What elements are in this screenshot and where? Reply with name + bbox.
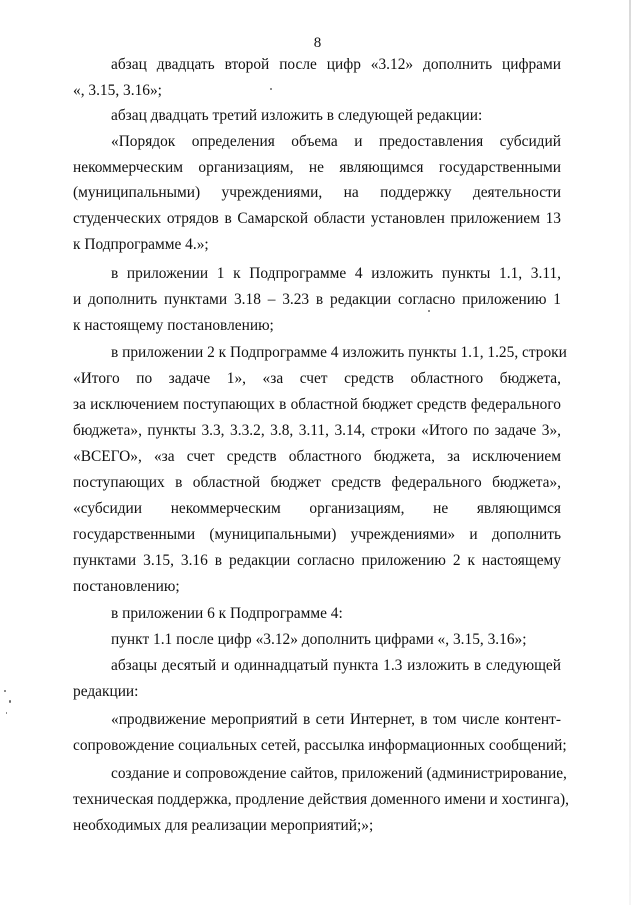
text-line: «, 3.15, 3.16»; [73, 82, 162, 99]
text-line: абзацы десятый и одиннадцатый пункта 1.3 изложить в следующей [111, 657, 561, 674]
text-line: и дополнить пунктами 3.18 – 3.23 в редакции согласно приложению 1 [73, 291, 561, 308]
scan-speck [270, 88, 272, 90]
text-line: сопровождение социальных сетей, рассылка информационных сообщений; [73, 737, 567, 754]
scan-speck [4, 690, 6, 692]
text-line: постановлению; [73, 578, 180, 595]
text-line: в приложении 6 к Подпрограмме 4: [111, 605, 343, 622]
text-line: «субсидии некоммерческим организациям, не являющимся [73, 500, 561, 517]
text-line: к настоящему постановлению; [73, 317, 274, 334]
text-line: «продвижение мероприятий в сети Интернет, в том числе контент- [111, 711, 561, 728]
text-line: «Порядок определения объема и предоставления субсидий [111, 133, 561, 150]
text-line: к Подпрограмме 4.»; [73, 236, 209, 253]
text-line: в приложении 1 к Подпрограмме 4 изложить пункты 1.1, 3.11, [111, 265, 561, 282]
text-line: в приложении 2 к Подпрограмме 4 изложить пункты 1.1, 1.25, строки [111, 344, 567, 361]
text-line: бюджета», пункты 3.3, 3.3.2, 3.8, 3.11, 3.14, строки «Итого по задаче 3», [73, 422, 561, 439]
text-line: пунктами 3.15, 3.16 в редакции согласно приложению 2 к настоящему [73, 552, 561, 569]
text-line: создание и сопровождение сайтов, приложений (администрирование, [111, 765, 567, 782]
text-line: редакции: [73, 683, 139, 700]
text-line: студенческих отрядов в Самарской области установлен приложением 13 [73, 210, 561, 227]
scan-speck [9, 700, 11, 703]
text-line: поступающих в областной бюджет средств федерального бюджета», [73, 474, 561, 491]
scan-edge-shadow [629, 0, 631, 905]
text-line: за исключением поступающих в областной бюджет средств федерального [73, 396, 561, 413]
text-line: техническая поддержка, продление действия доменного имени и хостинга), [73, 791, 569, 808]
scan-speck [6, 712, 7, 714]
text-line: государственными (муниципальными) учреждениями» и дополнить [73, 526, 561, 543]
text-line: необходимых для реализации мероприятий;»; [73, 817, 374, 834]
text-line: (муниципальными) учреждениями, на поддержку деятельности [73, 184, 561, 201]
text-line: абзац двадцать третий изложить в следующей редакции: [111, 107, 483, 124]
text-line: некоммерческим организациям, не являющимся государственными [73, 159, 561, 176]
scan-speck [428, 310, 430, 312]
text-line: «Итого по задаче 1», «за счет средств областного бюджета, [73, 370, 561, 387]
text-line: «ВСЕГО», «за счет средств областного бюджета, за исключением [73, 448, 561, 465]
page-number: 8 [313, 35, 322, 51]
text-line: абзац двадцать второй после цифр «3.12» дополнить цифрами [111, 56, 561, 73]
text-line: пункт 1.1 после цифр «3.12» дополнить цифрами «, 3.15, 3.16»; [111, 631, 527, 648]
